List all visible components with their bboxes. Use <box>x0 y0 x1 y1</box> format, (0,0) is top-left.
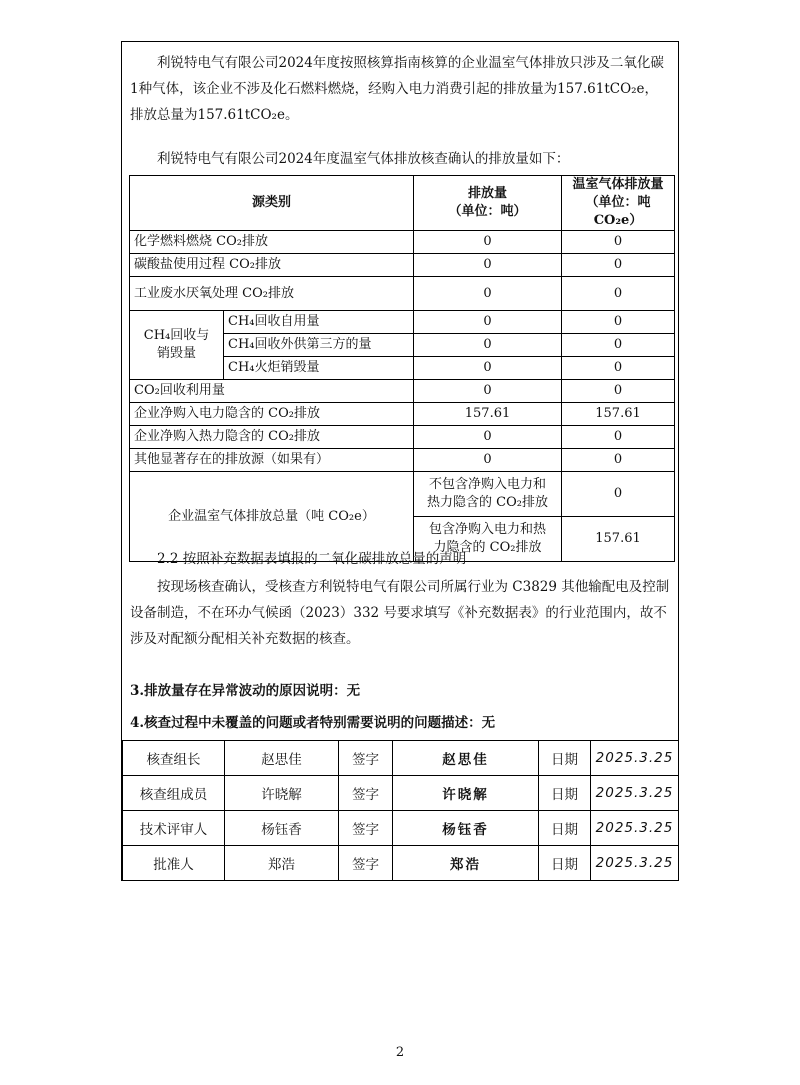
row-emission: 0 <box>414 449 562 472</box>
row-label: 企业净购入热力隐含的 CO₂排放 <box>130 426 414 449</box>
signature-name: 郑浩 <box>225 846 339 881</box>
signature-role: 核查组成员 <box>123 776 225 811</box>
row-emission: 0 <box>414 254 562 277</box>
handwritten-date: 2025.3.25 <box>591 846 679 881</box>
table-row <box>130 426 675 449</box>
signature-date-label: 日期 <box>539 811 591 846</box>
signature-date-label: 日期 <box>539 846 591 881</box>
signature-date-label: 日期 <box>539 776 591 811</box>
header-emission <box>414 176 562 231</box>
signature-row <box>123 741 679 776</box>
table-row <box>130 254 675 277</box>
table-row <box>130 277 675 311</box>
row-emission: 0 <box>414 311 562 334</box>
row-label: CH₄火炬销毁量 <box>224 357 414 380</box>
signature-sign-label: 签字 <box>339 811 393 846</box>
signature-sign-label: 签字 <box>339 776 393 811</box>
row-ghg: 0 <box>562 254 675 277</box>
document-frame <box>121 41 679 881</box>
row-ghg: 0 <box>562 334 675 357</box>
signature-name: 许晓解 <box>225 776 339 811</box>
row-emission: 0 <box>414 426 562 449</box>
total-incl-line1: 包含净购入电力和热 <box>429 522 547 537</box>
table-row <box>130 380 675 403</box>
row-ghg: 0 <box>562 277 675 311</box>
handwritten-signature: 赵思佳 <box>393 741 539 776</box>
intro-paragraph: 利锐特电气有限公司2024年度按照核算指南核算的企业温室气体排放只涉及二氧化碳1种气体，该企业不涉及化石燃料燃烧，经购入电力消费引起的排放量为157.61tCO₂e，排放总量为157.61tCO₂e。 <box>130 55 664 123</box>
handwritten-signature: 郑浩 <box>393 846 539 881</box>
section-2-2-title: 2.2 按照补充数据表填报的二氧化碳排放总量的声明 <box>157 551 467 567</box>
row-emission: 0 <box>414 231 562 254</box>
table-row <box>130 231 675 254</box>
row-ghg: 0 <box>562 449 675 472</box>
total-incl-value: 157.61 <box>562 517 675 562</box>
header-source: 源类别 <box>130 176 414 231</box>
ch4-group-label <box>130 311 224 380</box>
table-intro: 利锐特电气有限公司2024年度温室气体排放核查确认的排放量如下： <box>157 151 570 167</box>
table-row <box>130 449 675 472</box>
total-incl-line2: 力隐含的 CO₂排放 <box>433 540 542 555</box>
header-ghg <box>562 176 675 231</box>
signature-table <box>122 740 679 881</box>
row-label: 其他显著存在的排放源（如果有） <box>130 449 414 472</box>
emissions-table <box>129 175 675 562</box>
header-ghg-line2: （单位：吨 CO₂e） <box>585 195 651 228</box>
row-label: CH₄回收外供第三方的量 <box>224 334 414 357</box>
total-excl-line1: 不包含净购入电力和 <box>429 477 547 492</box>
row-ghg: 0 <box>562 311 675 334</box>
table-row <box>130 403 675 426</box>
total-excl-value: 0 <box>562 472 675 517</box>
row-label: CO₂回收利用量 <box>130 380 414 403</box>
signature-sign-label: 签字 <box>339 846 393 881</box>
row-emission: 0 <box>414 357 562 380</box>
section-2-2-body: 按现场核查确认，受核查方利锐特电气有限公司所属行业为 C3829 其他输配电及控制设备制造，不在环办气候函（2023）332 号要求填写《补充数据表》的行业范围内，故不涉及对配额分配相关补充数据的核查。 <box>130 579 670 647</box>
row-label: 企业净购入电力隐含的 CO₂排放 <box>130 403 414 426</box>
signature-name: 赵思佳 <box>225 741 339 776</box>
row-emission: 0 <box>414 334 562 357</box>
signature-row <box>123 811 679 846</box>
row-ghg: 0 <box>562 231 675 254</box>
row-emission: 0 <box>414 277 562 311</box>
total-label: 企业温室气体排放总量（吨 CO₂e） <box>130 472 414 562</box>
signature-sign-label: 签字 <box>339 741 393 776</box>
section-4: 4.核查过程中未覆盖的问题或者特别需要说明的问题描述：无 <box>130 715 496 731</box>
row-ghg: 157.61 <box>562 403 675 426</box>
handwritten-date: 2025.3.25 <box>591 811 679 846</box>
ch4-group-label-line2: 销毁量 <box>156 346 196 361</box>
handwritten-date: 2025.3.25 <box>591 741 679 776</box>
section-3: 3.排放量存在异常波动的原因说明：无 <box>130 683 361 699</box>
total-excl-label <box>414 472 562 517</box>
page-number: 2 <box>395 1045 405 1060</box>
handwritten-signature: 杨钰香 <box>393 811 539 846</box>
signature-role: 技术评审人 <box>123 811 225 846</box>
row-ghg: 0 <box>562 380 675 403</box>
row-label: 碳酸盐使用过程 CO₂排放 <box>130 254 414 277</box>
row-label: CH₄回收自用量 <box>224 311 414 334</box>
row-label: 工业废水厌氧处理 CO₂排放 <box>130 277 414 311</box>
row-emission: 0 <box>414 380 562 403</box>
table-row <box>130 311 675 334</box>
signature-role: 核查组长 <box>123 741 225 776</box>
signature-row <box>123 846 679 881</box>
row-label: 化学燃料燃烧 CO₂排放 <box>130 231 414 254</box>
header-emission-line1: 排放量 <box>468 186 508 201</box>
header-ghg-line1: 温室气体排放量 <box>572 177 664 192</box>
signature-name: 杨钰香 <box>225 811 339 846</box>
row-ghg: 0 <box>562 357 675 380</box>
table-header-row <box>130 176 675 231</box>
ch4-group-label-line1: CH₄回收与 <box>143 328 210 343</box>
handwritten-date: 2025.3.25 <box>591 776 679 811</box>
header-emission-line2: （单位：吨） <box>448 204 527 219</box>
row-emission: 157.61 <box>414 403 562 426</box>
signature-role: 批准人 <box>123 846 225 881</box>
signature-date-label: 日期 <box>539 741 591 776</box>
total-excl-line2: 热力隐含的 CO₂排放 <box>427 495 548 510</box>
total-row-excluding <box>130 472 675 517</box>
handwritten-signature: 许晓解 <box>393 776 539 811</box>
row-ghg: 0 <box>562 426 675 449</box>
signature-row <box>123 776 679 811</box>
